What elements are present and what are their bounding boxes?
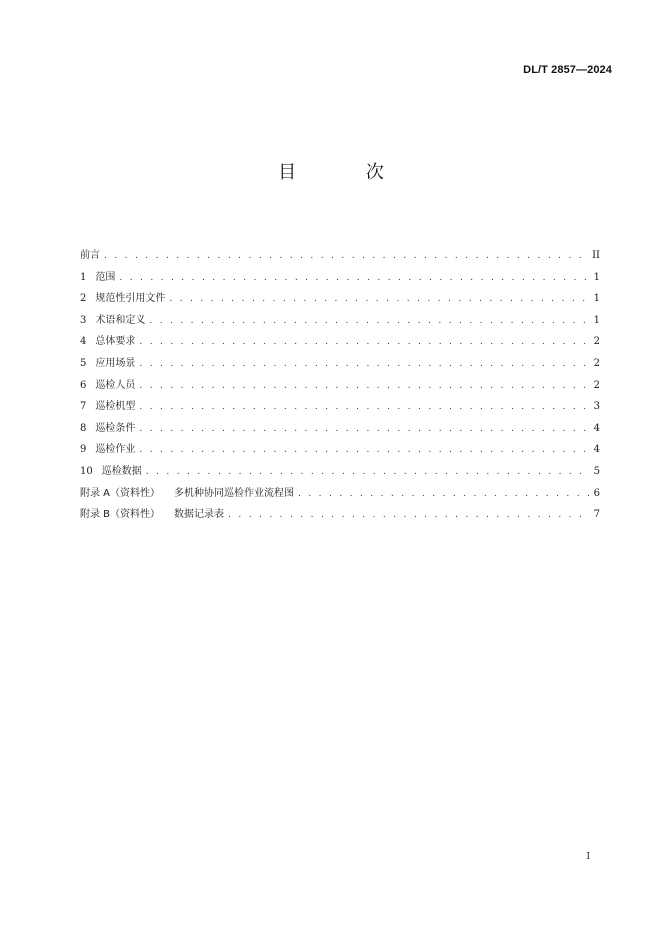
toc-leader-dots <box>139 336 588 348</box>
toc-leader-dots <box>139 401 588 413</box>
toc-entry-page: 2 <box>593 357 600 369</box>
toc-entry-inspection-operations[interactable] <box>80 444 600 466</box>
toc-entry-page: 1 <box>593 271 600 283</box>
toc-entry-number: 2 <box>80 293 87 305</box>
toc-entry-page: 6 <box>593 487 600 499</box>
toc-entry-label <box>80 488 294 500</box>
toc-entry-label <box>80 401 135 413</box>
toc-entry-page: 3 <box>593 401 600 413</box>
toc-entry-text: 规范性引用文件 <box>95 293 166 305</box>
toc-entry-number: 4 <box>80 336 87 348</box>
toc-entry-number: 1 <box>80 271 87 283</box>
toc-entry-page: 4 <box>593 422 600 434</box>
toc-entry-appendix-a[interactable] <box>80 488 600 510</box>
toc-title: 目 次 <box>278 162 416 183</box>
toc-entry-text: 应用场景 <box>95 357 136 369</box>
appendix-label: 附录 B（资料性） <box>80 509 161 521</box>
toc-leader-dots <box>149 315 588 327</box>
toc-entry-foreword[interactable] <box>80 250 600 272</box>
toc-entry-scope[interactable] <box>80 272 600 294</box>
toc-entry-label <box>80 336 135 348</box>
toc-leader-dots <box>146 466 589 478</box>
toc-entry-label <box>80 423 135 435</box>
toc-entry-number: 5 <box>80 357 87 369</box>
toc-entry-inspection-conditions[interactable] <box>80 423 600 445</box>
toc-entry-label: 前言 <box>80 250 100 261</box>
toc-entry-page: 1 <box>593 293 600 305</box>
toc-entry-label <box>80 272 115 284</box>
toc-entry-label <box>80 466 142 478</box>
toc-entry-number: 10 <box>80 465 93 477</box>
toc-entry-text: 巡检人员 <box>95 379 136 391</box>
toc-leader-dots <box>104 250 587 262</box>
toc-leader-dots <box>139 358 588 370</box>
toc-leader-dots <box>169 293 588 305</box>
toc-entry-general-requirements[interactable] <box>80 336 600 358</box>
toc-entry-text: 巡检机型 <box>95 401 136 413</box>
standard-code: DL/T 2857—2024 <box>523 64 612 76</box>
toc-entry-label <box>80 293 165 305</box>
toc-entry-label <box>80 358 135 370</box>
toc-entry-page: 1 <box>593 314 600 326</box>
toc-entry-inspection-personnel[interactable] <box>80 380 600 402</box>
toc-entry-normative-references[interactable] <box>80 293 600 315</box>
toc-entry-terms-definitions[interactable] <box>80 315 600 337</box>
toc-entry-text: 总体要求 <box>95 336 136 348</box>
toc-entry-inspection-aircraft[interactable] <box>80 401 600 423</box>
toc-entry-label <box>80 315 145 327</box>
toc-entry-number: 3 <box>80 314 87 326</box>
toc-entry-page: 5 <box>593 465 600 477</box>
toc-entry-number: 8 <box>80 422 87 434</box>
toc-entry-appendix-b[interactable] <box>80 509 600 531</box>
toc-leader-dots <box>298 488 589 500</box>
toc-leader-dots <box>139 423 588 435</box>
toc-leader-dots <box>139 444 588 456</box>
toc-entry-page: 2 <box>593 336 600 348</box>
toc-entry-number: 6 <box>80 379 87 391</box>
appendix-title: 多机种协同巡检作业流程图 <box>174 487 295 499</box>
toc-entry-page: II <box>592 250 600 261</box>
page-number: I <box>586 852 590 862</box>
toc-entry-page: 2 <box>593 379 600 391</box>
toc-entry-text: 巡检作业 <box>95 444 136 456</box>
toc-entry-page: 4 <box>593 444 600 456</box>
toc-entry-text: 范围 <box>95 271 116 283</box>
table-of-contents <box>80 250 600 531</box>
appendix-title: 数据记录表 <box>174 509 225 521</box>
toc-leader-dots <box>119 272 588 284</box>
toc-entry-number: 9 <box>80 444 87 456</box>
toc-entry-text: 术语和定义 <box>95 314 146 326</box>
toc-entry-application-scenarios[interactable] <box>80 358 600 380</box>
toc-leader-dots <box>228 509 589 521</box>
toc-entry-label <box>80 380 135 392</box>
toc-entry-inspection-data[interactable] <box>80 466 600 488</box>
toc-leader-dots <box>139 380 588 392</box>
toc-entry-text: 巡检条件 <box>95 422 136 434</box>
toc-entry-text: 巡检数据 <box>101 465 142 477</box>
toc-entry-number: 7 <box>80 401 87 413</box>
appendix-label: 附录 A（资料性） <box>80 487 161 499</box>
toc-entry-label <box>80 509 224 521</box>
toc-entry-page: 7 <box>593 509 600 521</box>
toc-entry-label <box>80 444 135 456</box>
